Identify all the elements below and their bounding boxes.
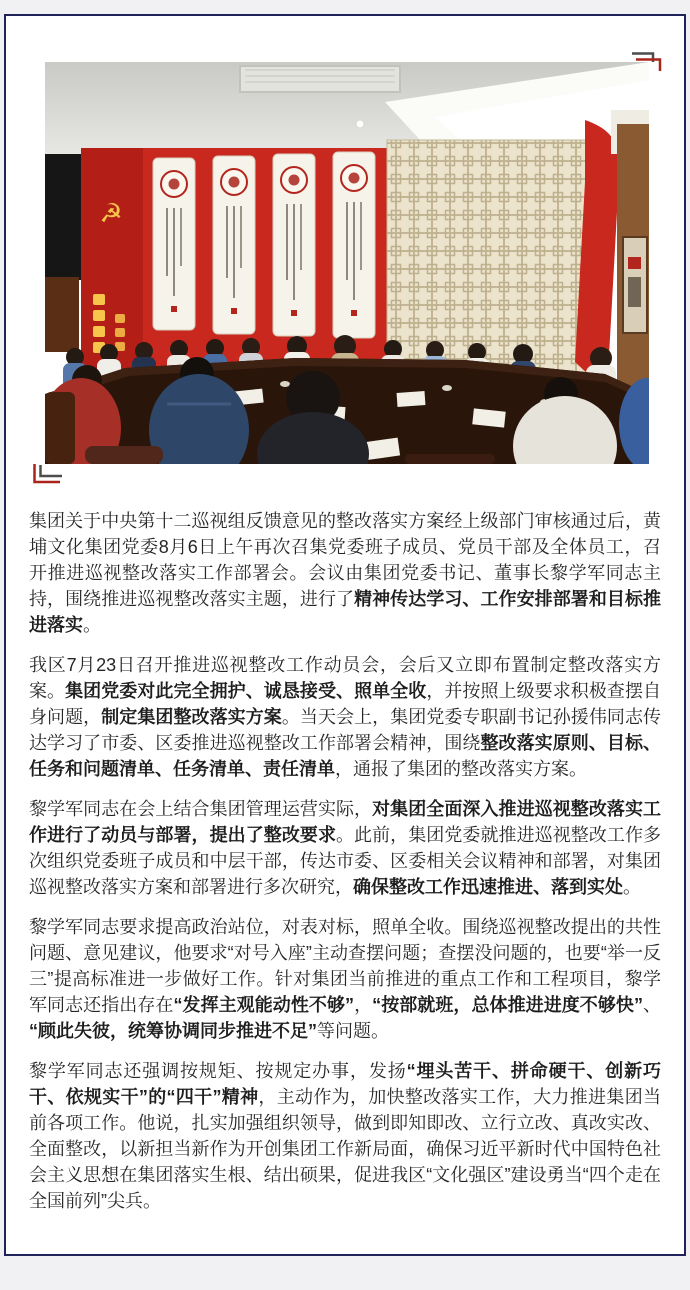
text-segment: 黎学军同志要求提高政治站位，对表对标，照单全收。围绕巡视整改提出的共性问题、意见建议，他要求“对号入座”主动查摆问题；查摆没问题的，也要“举一反三”提高标准进一步做好工作。针对集团当前推进的重点工作和工程项目，黎学军同志还指出存在 [29, 917, 661, 1015]
photo-container [45, 62, 649, 464]
emphasized-text: 确保整改工作迅速推进、落到实处 [353, 877, 623, 897]
svg-text:☭: ☭ [99, 198, 123, 228]
text-segment: 黎学军同志在会上结合集团管理运营实际， [29, 799, 373, 819]
emphasized-text: 对集团全面深入推进巡视整改落实工作进行了动员与部署，提出了整改要求 [29, 799, 662, 845]
corner-mark-top-right-icon [631, 51, 663, 72]
text-segment: 。当天会上，集团党委专职副书记孙援伟同志传达学习了市委、区委推进巡视整改工作部署会精神，围绕 [29, 707, 662, 753]
text-segment: 。此前，集团党委就推进巡视整改工作多次组织党委班子成员和中层干部，传达市委、区委相关会议精神和部署，对集团巡视整改落实方案和部署进行多次研究， [29, 825, 661, 897]
text-segment: 黎学军同志还强调按规矩、按规定办事，发扬 [29, 1061, 407, 1081]
article-body [6, 508, 684, 1228]
text-segment: 。 [623, 877, 641, 897]
emphasized-text: “埋头苦干、拼命硬干、创新巧干、依规实干”的“四干”精神 [29, 1061, 662, 1107]
text-segment: ，并按照上级要求积极查摆自身问题， [29, 681, 662, 727]
paragraph [29, 652, 661, 782]
article-card [4, 14, 686, 1256]
paragraph [29, 796, 661, 900]
text-segment: 我区7月23日召开推进巡视整改工作动员会，会后又立即布置制定整改落实方案。 [29, 655, 661, 701]
text-segment: ， [354, 995, 373, 1015]
paragraph [29, 1058, 661, 1214]
paragraph [29, 914, 661, 1044]
text-segment: 集团关于中央第十二巡视组反馈意见的整改落实方案经上级部门审核通过后，黄埔文化集团党委8月6日上午再次召集党委班子成员、党员干部及全体员工，召开推进巡视整改落实工作部署会。会议由集团党委书记、董事长黎学军同志主持，围绕推进巡视整改落实主题，进行了 [29, 511, 661, 609]
text-segment: 。 [83, 615, 101, 635]
paragraph [29, 508, 661, 638]
emphasized-text: “按部就班，总体推进进度不够快” [372, 995, 643, 1015]
emphasized-text: 整改落实原则、目标、任务和问题清单、任务清单、责任清单 [29, 733, 661, 779]
emphasized-text: “顾此失彼，统筹协调同步推进不足” [29, 1021, 317, 1041]
text-segment: ，通报了集团的整改落实方案。 [335, 759, 587, 779]
emphasized-text: 精神传达学习、工作安排部署和目标推进落实 [29, 589, 662, 635]
emphasized-text: 集团党委对此完全拥护、诚恳接受、照单全收 [65, 681, 427, 701]
text-segment: 、 [642, 995, 662, 1015]
emphasized-text: 制定集团整改落实方案 [101, 707, 282, 727]
text-segment: 等问题。 [317, 1021, 389, 1041]
text-segment: ，主动作为，加快整改落实工作，大力推进集团当前各项工作。他说，扎实加强组织领导，做到即知即改、立行立改、真改实改、全面整改，以新担当新作为开创集团工作新局面，确保习近平新时代中国特色社会主义思想在集团落实生根、结出硕果，促进我区“文化强区”建设勇当“四个走在全国前列”尖兵。 [29, 1087, 662, 1211]
emphasized-text: “发挥主观能动性不够” [173, 995, 355, 1015]
meeting-photo[interactable] [45, 62, 649, 464]
corner-mark-bottom-left-icon [32, 464, 64, 485]
